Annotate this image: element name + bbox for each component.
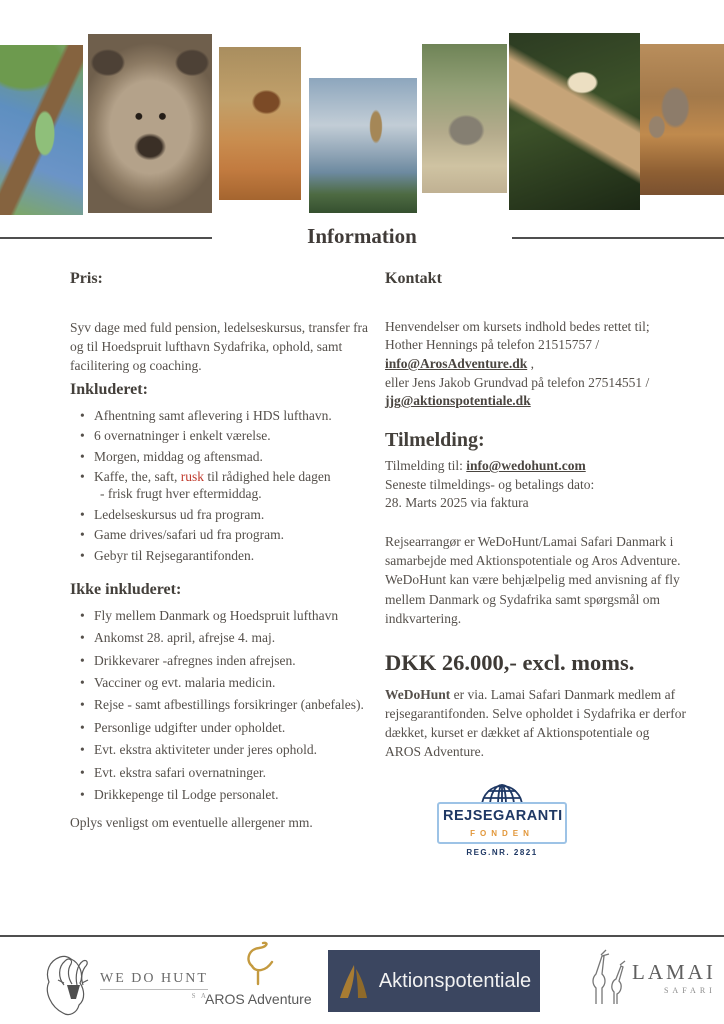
rejsegaranti-name: REJSEGARANTI <box>443 808 563 825</box>
list-item: • Afhentning samt aflevering i HDS lufthavn. <box>70 407 370 424</box>
list-item: • Evt. ekstra safari overnatninger. <box>70 764 370 782</box>
list-item: • Drikkepenge til Lodge personalet. <box>70 786 370 804</box>
wedohunt-sub: S A <box>191 991 208 1000</box>
list-item: • Rejse - samt afbestillings forsikringer (anbefales). <box>70 696 370 714</box>
lion-photo <box>219 47 301 200</box>
aktionspotentiale-name: Aktionspotentiale <box>378 969 532 992</box>
giraffe-photo <box>309 78 417 213</box>
rejsegaranti-sub: FONDEN <box>470 829 534 839</box>
aktionspotentiale-logo <box>328 950 540 1012</box>
pris-text: Syv dage med fuld pension, ledelseskursus, transfer fra og til Hoedspruit lufthavn Sydafrika, ophold, samt facilitering og coaching. <box>70 319 369 374</box>
kontakt-line: eller Jens Jakob Grundvad på telefon 27514551 / <box>385 374 650 390</box>
list-item: • Vacciner og evt. malaria medicin. <box>70 674 370 692</box>
hyena-cub-photo <box>88 34 212 213</box>
left-column <box>70 268 370 832</box>
kontakt-link-suffix: , <box>527 355 534 371</box>
kontakt-line: Henvendelser om kursets indhold bedes rettet til; <box>385 318 650 334</box>
aktionspotentiale-a-icon <box>337 961 371 1001</box>
list-item: • Fly mellem Danmark og Hoedspruit lufthavn <box>70 607 370 625</box>
tilmelding-text <box>385 457 687 513</box>
page-title: Information <box>307 224 417 248</box>
list-item: • Gebyr til Rejsegarantifonden. <box>70 547 370 564</box>
aros-email-link[interactable]: info@ArosAdventure.dk <box>385 355 528 371</box>
list-item: • Ledelseskursus ud fra program. <box>70 506 370 523</box>
ikke-inkluderet-list <box>70 607 370 805</box>
leopard-in-tree-photo <box>509 33 640 210</box>
ikke-inkluderet-heading: Ikke inkluderet: <box>70 580 182 598</box>
kudu-icon <box>40 952 98 1018</box>
tilmelding-heading: Tilmelding: <box>385 428 485 451</box>
list-item: • Drikkevarer -afregnes inden afrejsen. <box>70 652 370 670</box>
price-lead: WeDoHunt <box>385 686 451 702</box>
tilmelding-line: 28. Marts 2025 via faktura <box>385 495 529 511</box>
rejsegaranti-logo <box>437 773 567 858</box>
title-rule-right <box>512 237 724 239</box>
list-item <box>70 468 370 502</box>
list-item: • Personlige udgifter under opholdet. <box>70 719 370 737</box>
right-column <box>385 268 687 859</box>
wedohunt-email-link[interactable]: info@wedohunt.com <box>466 458 586 474</box>
tilmelding-prefix: Tilmelding til: <box>385 458 467 474</box>
aktionspotentiale-email-link[interactable]: jjg@aktionspotentiale.dk <box>385 393 531 409</box>
elephant-herd-photo <box>640 44 724 195</box>
kaffe-highlight: rusk <box>180 469 204 485</box>
kaffe-subline: - frisk frugt hver eftermiddag. <box>100 486 262 502</box>
kaffe-text-suffix: til rådighed hele dagen <box>203 469 331 485</box>
pris-heading: Pris: <box>70 270 103 287</box>
list-item: • Morgen, middag og aftensmad. <box>70 448 370 465</box>
wedohunt-logo <box>40 952 208 1018</box>
price-heading: DKK 26.000,- excl. moms. <box>385 649 635 675</box>
arranger-text: Rejsearrangør er WeDoHunt/Lamai Safari Danmark i samarbejde med Aktionspotentiale og Aros Adventure. WeDoHunt kan være behjælpelig med anvisning af fly mellem Danmark og Sydafrika samt spørgsmål om indkvartering. <box>385 534 681 626</box>
lamai-name: LAMAI <box>632 959 716 984</box>
inkluderet-heading: Inkluderet: <box>70 381 148 399</box>
list-item: • Evt. ekstra aktiviteter under jeres ophold. <box>70 741 370 759</box>
lamai-safari-logo <box>582 948 716 1006</box>
lamai-sub: SAFARI <box>663 985 716 995</box>
list-item: • 6 overnatninger i enkelt værelse. <box>70 427 370 444</box>
giraffe-sketch-icon <box>582 948 630 1006</box>
aros-bird-icon <box>238 940 278 988</box>
list-item: • Ankomst 28. april, afrejse 4. maj. <box>70 629 370 647</box>
rejsegaranti-box <box>437 802 567 844</box>
wedohunt-text <box>100 971 208 1000</box>
footer-rule <box>0 935 724 937</box>
kaffe-text: Kaffe, the, saft, <box>94 469 181 485</box>
kontakt-line: Hother Hennings på telefon 21515757 / <box>385 337 600 353</box>
lamai-text <box>632 960 716 995</box>
tilmelding-line: Seneste tilmeldings- og betalings dato: <box>385 476 595 492</box>
elephant-photo <box>422 44 507 193</box>
kontakt-heading: Kontakt <box>385 270 442 287</box>
kontakt-text <box>385 318 687 411</box>
list-item: • Game drives/safari ud fra program. <box>70 526 370 543</box>
price-body: er via. Lamai Safari Danmark medlem af rejsegarantifonden. Selve opholdet i Sydafrika er derfor dækket, kurset er dækket af Aktionspotentiale og AROS Adventure. <box>385 686 687 760</box>
price-text <box>385 685 687 762</box>
wedohunt-name: WE DO HUNT <box>100 971 208 990</box>
aros-adventure-logo <box>205 940 312 1007</box>
allergener-note: Oplys venligst om eventuelle allergener mm. <box>70 815 313 831</box>
bee-eater-bird-photo <box>0 45 83 215</box>
rejsegaranti-regnr: REG.NR. 2821 <box>466 848 538 858</box>
aros-name: AROS Adventure <box>205 991 312 1007</box>
inkluderet-list <box>70 407 370 564</box>
